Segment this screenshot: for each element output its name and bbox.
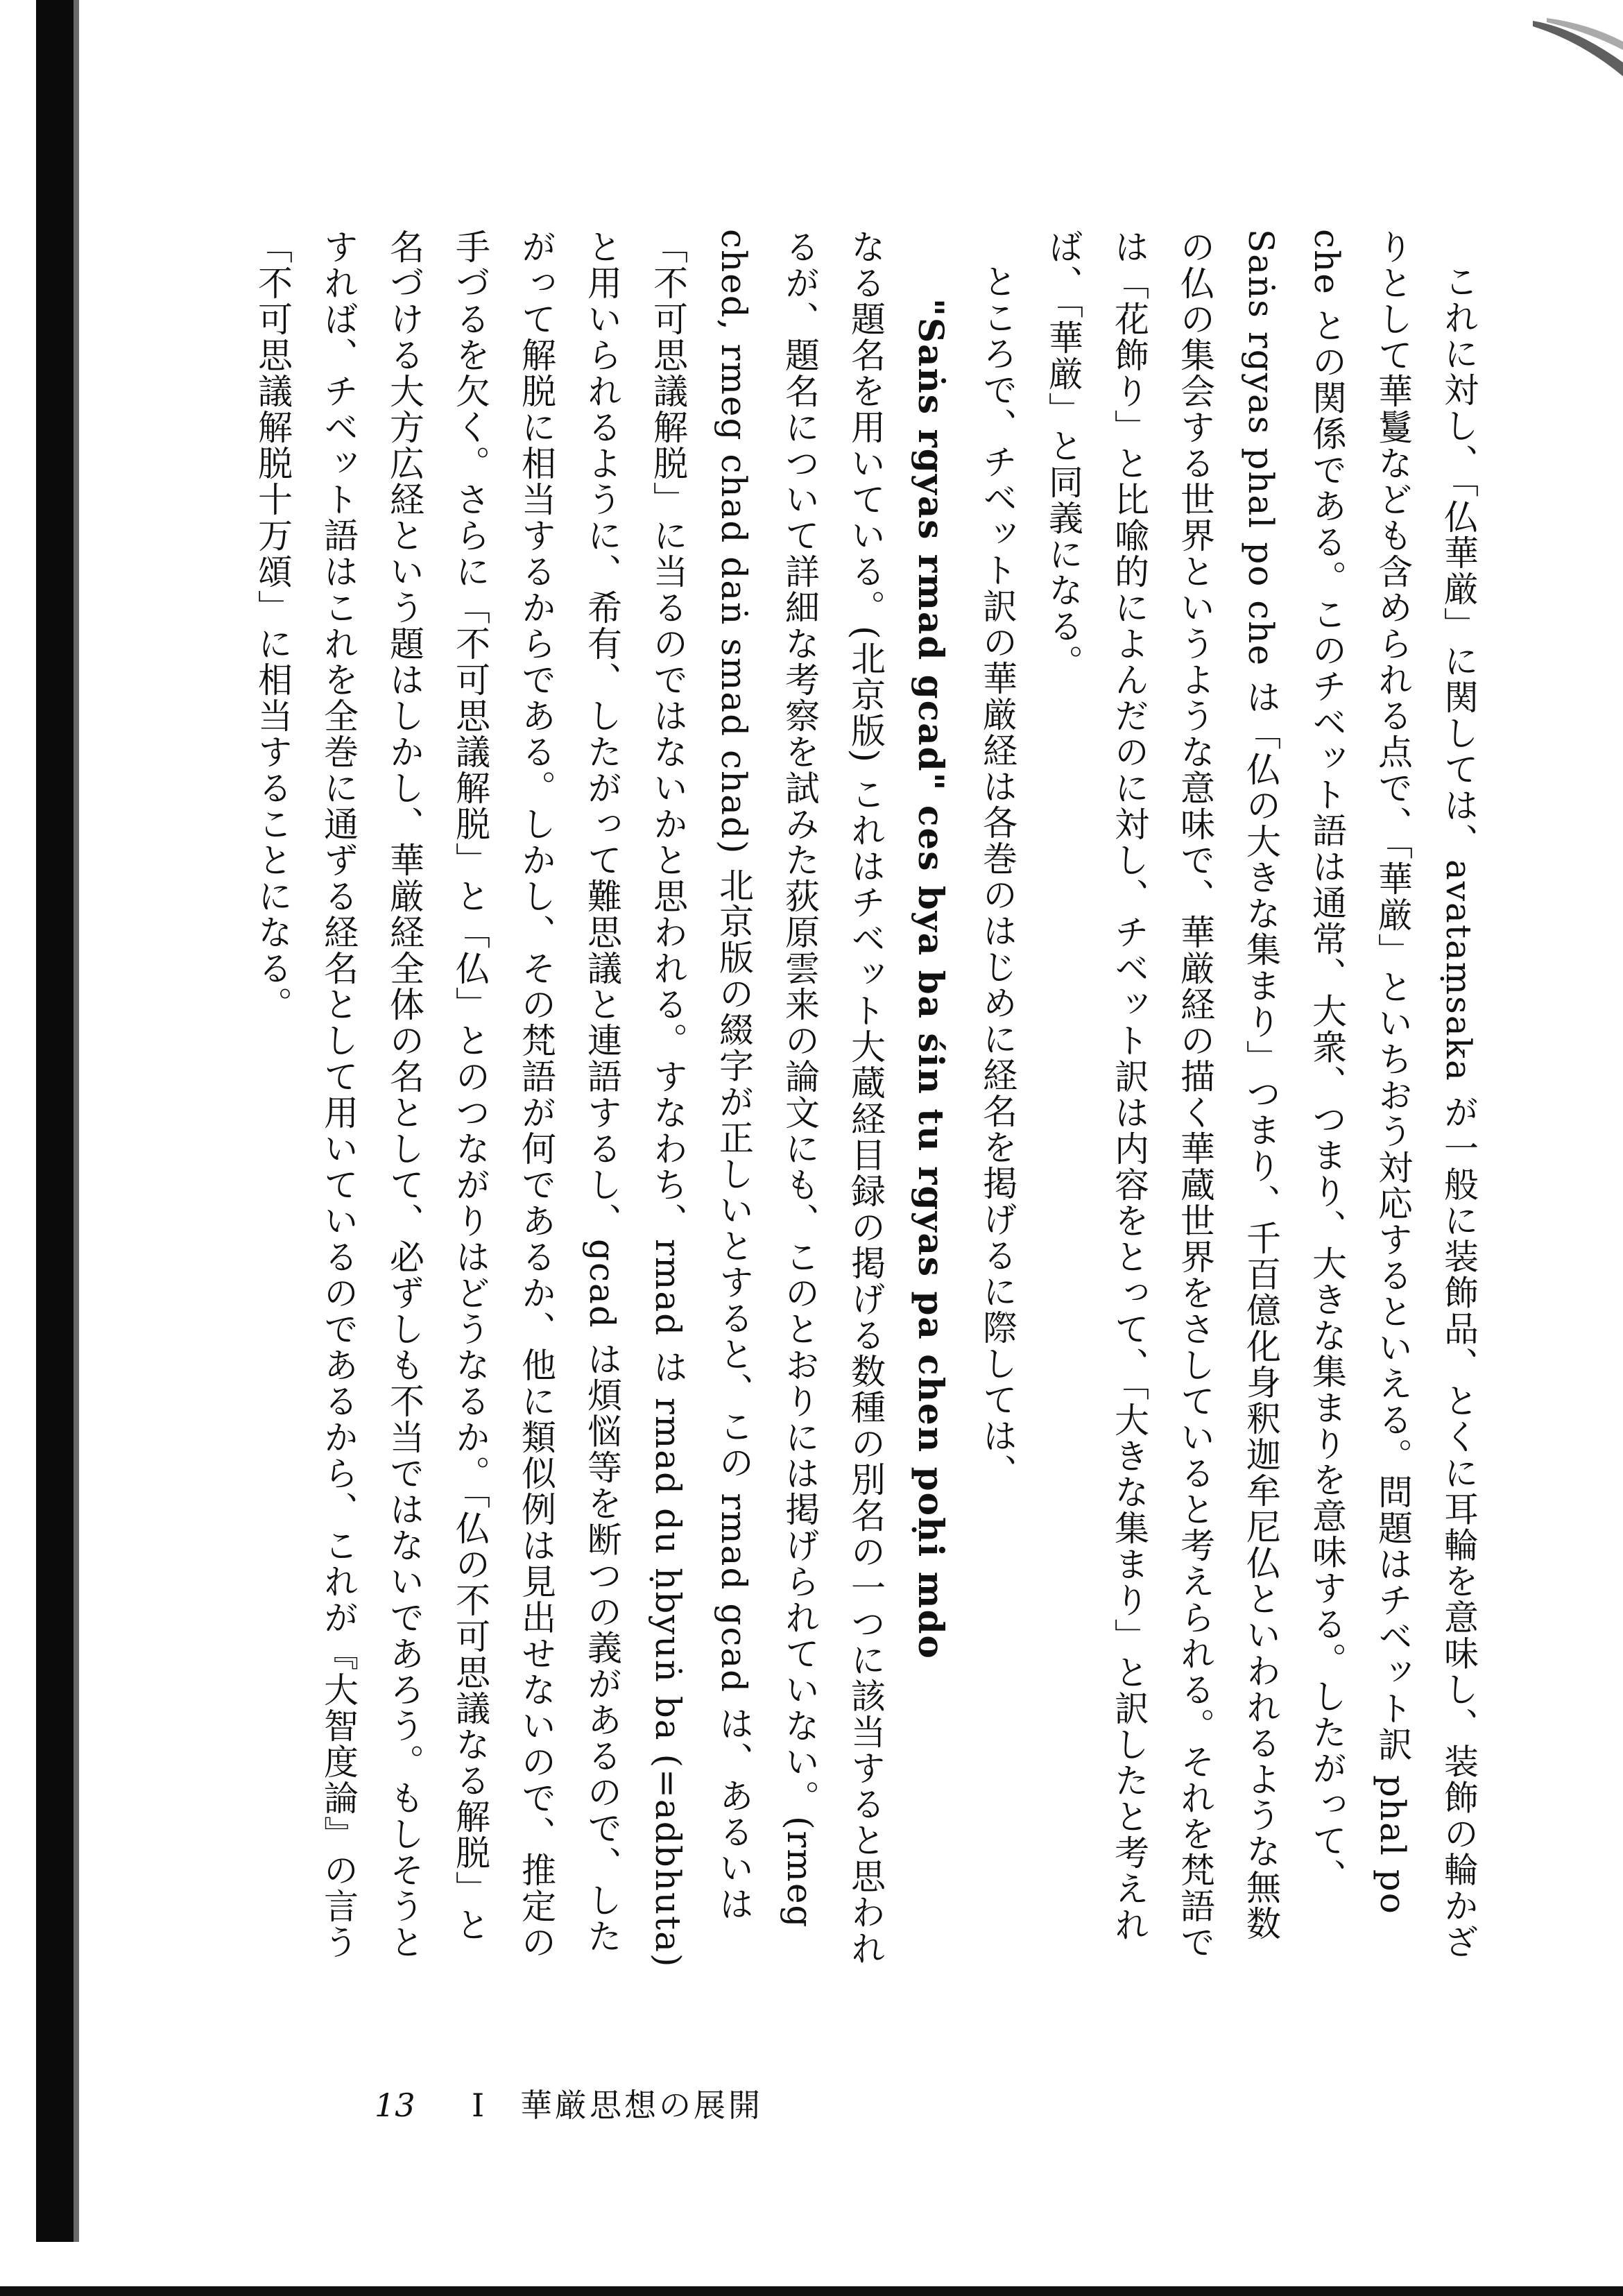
page-footer [375,2081,1137,2130]
paragraph-3: なる題名を用いている。(北京版) これはチベット大蔵経目録の掲げる数種の別名の一つに該当すると思われるが、題名について詳細な考察を試みた荻原雲来の論文にも、このとおりには掲げられていない。(rmeg ched, rmeg chad daṅ smad chad) 北京版の綴字が正しいとすると、この rmad gcad は、あるいは「不可思議解脱」に当るのではないかと思われる。すなわち、rmad は rmad du ḥbyuṅ ba (=adbhuta) と用いられるように、希有、したがって難思議と連語するし、gcad は煩悩等を断つの義があるので、したがって解脱に相当するからである。しかし、その梵語が何であるか、他に類似例は見出せないので、推定の手づるを欠く。さらに「不可思議解脱」と「仏」とのつながりはどうなるか。「仏の不可思議なる解脱」と名づける大方広経という題はしかし、華厳経全体の名として、必ずしも不当ではないであろう。もしそうとすれば、チベット語はこれを全巻に通ずる経名として用いているのであるから、これが『大智度論』の言う「不可思議解脱十万頌」に相当することになる。 [252,229,886,1969]
section-title: 華厳思想の展開 [520,2087,763,2124]
scan-shadow-bottom [0,2286,1623,2296]
page-number: 13 [375,2087,415,2124]
paragraph-1: これに対し、「仏華厳」に関しては、avataṃsaka が一般に装飾品、とくに耳輪を意味し、装飾の輪かざりとして華鬘なども含められる点で、「華厳」といちおう対応するといえる。問題はチベット訳 phal po che との関係である。このチベット語は通常、大衆、つまり、大きな集まりを意味する。したがって、Saṅs rgyas phal po che は「仏の大きな集まり」つまり、千百億化身釈迦牟尼仏といわれるような無数の仏の集会する世界というような意味で、華厳経の描く華蔵世界をさしていると考えられる。それを梵語では「花飾り」と比喩的によんだのに対し、チベット訳は内容をとって、「大きな集まり」と訳したと考えれば、「華厳」と同義になる。 [1043,229,1479,1960]
paragraph-2: ところで、チベット訳の華厳経は各巻のはじめに経名を掲げるに際しては、 [977,264,1017,1490]
vertical-text-body [252,229,1491,1977]
section-number: I [472,2087,485,2124]
tibetan-title-quote: "Saṅs rgyas rmad gcad" ces bya ba śin tu rgyas pa chen poḥi mdo [911,298,952,1660]
corner-smudge [1533,14,1623,76]
scan-shadow-left-edge [74,0,79,2242]
scan-shadow-left [36,0,74,2242]
